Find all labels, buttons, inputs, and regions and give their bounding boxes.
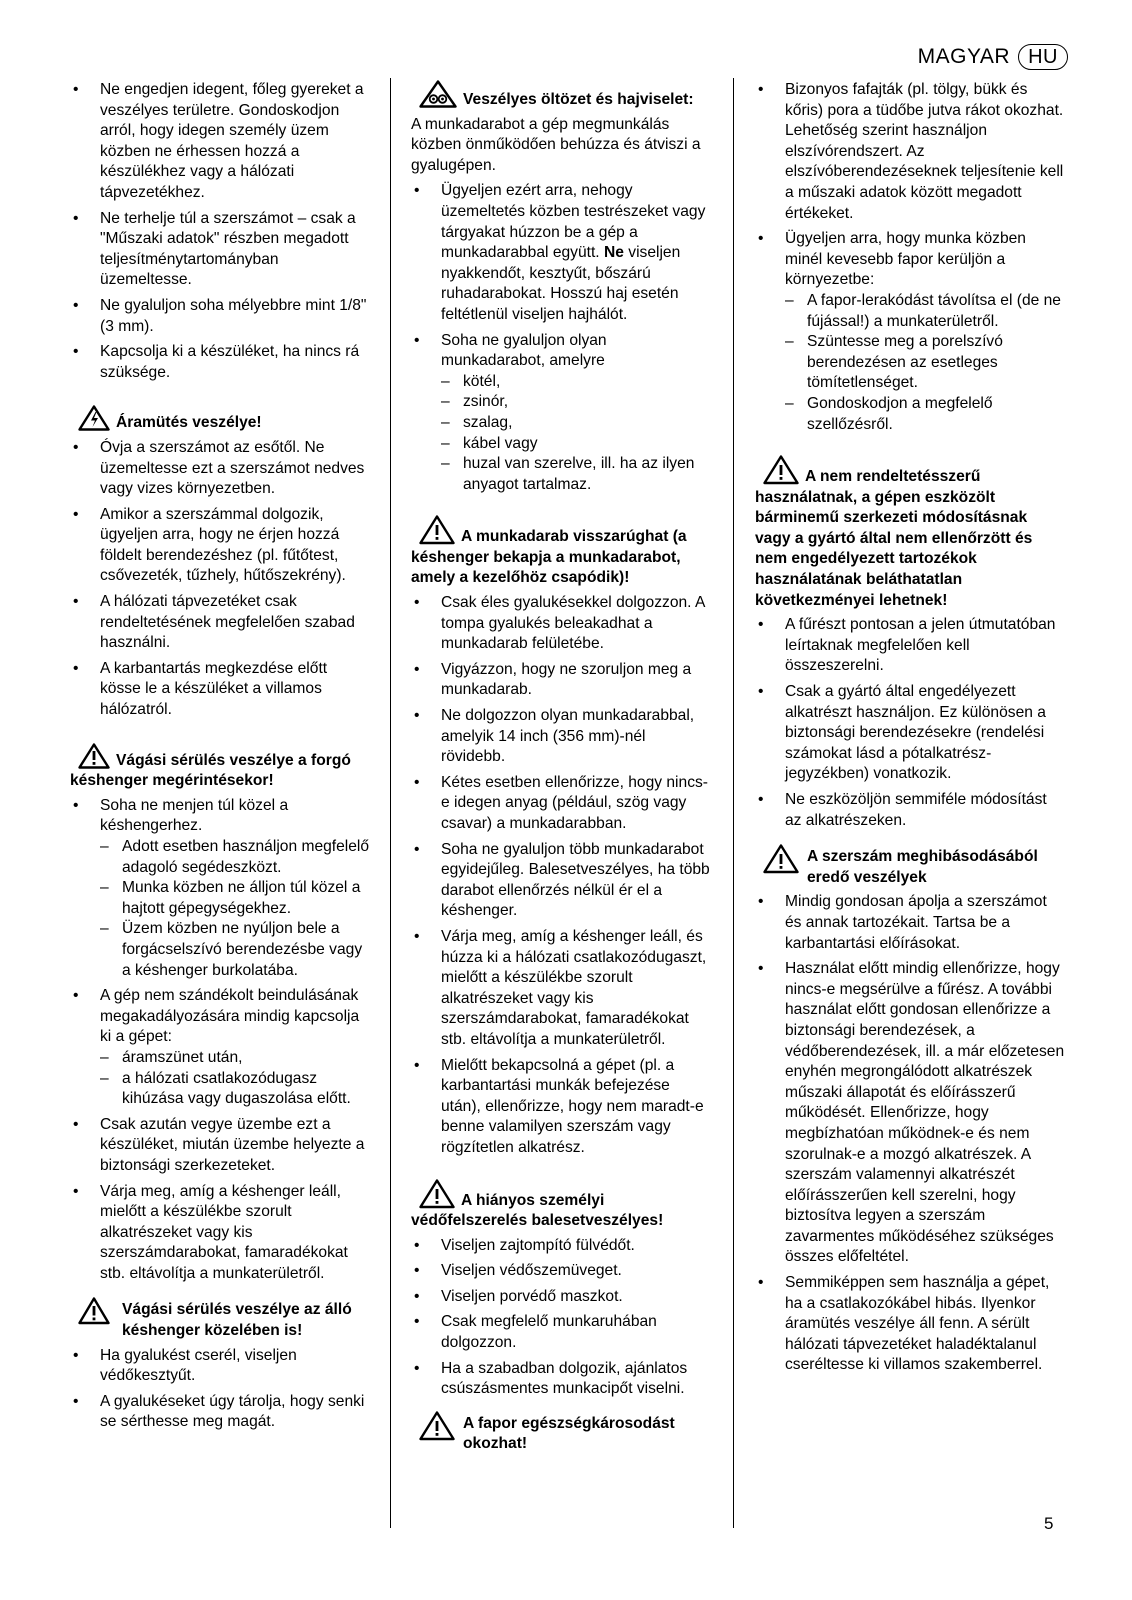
column-1 bbox=[70, 80, 370, 1438]
eye-warning-icon bbox=[419, 80, 457, 108]
warning-icon bbox=[763, 455, 799, 485]
list-item: • Viseljen védőszemüveget. bbox=[411, 1261, 711, 1282]
bullet-list bbox=[70, 1346, 370, 1433]
warning-icon bbox=[78, 1297, 110, 1325]
section-heading: A munkadarab visszarúghat (a késhenger bekapja a munkadarabot, amely a kezelőhöz csapódik)! bbox=[411, 515, 711, 589]
bullet-list bbox=[755, 615, 1065, 831]
sub-item: – huzal van szerelve, ill. ha az ilyen anyagot tartalmaz. bbox=[441, 454, 711, 495]
sub-item: – zsinór, bbox=[441, 392, 711, 413]
sub-item: – Szüntesse meg a porelszívó berendezésen az esetleges tömítetlenséget. bbox=[785, 332, 1065, 394]
section-heading: A fapor egészségkárosodást okozhat! bbox=[411, 1414, 711, 1455]
section-heading: A hiányos személyi védőfelszerelés balesetveszélyes! bbox=[411, 1179, 711, 1232]
bullet-list bbox=[411, 1236, 711, 1400]
list-item: • A hálózati tápvezetéket csak rendeltetésének megfelelően szabad használni. bbox=[70, 592, 370, 654]
list-item: • A gyalukéseket úgy tárolja, hogy senki se sérthesse meg magát. bbox=[70, 1392, 370, 1433]
bullet-list bbox=[411, 593, 711, 1158]
list-item: • Ne gyaluljon soha mélyebbre mint 1/8" (3 mm). bbox=[70, 296, 370, 337]
sub-item: – Munka közben ne álljon túl közel a hajtott gépegységekhez. bbox=[100, 878, 370, 919]
warning-icon bbox=[763, 844, 799, 874]
section-heading: Áramütés veszélye! bbox=[70, 405, 370, 434]
sub-item: – A fapor-lerakódást távolítsa el (de ne fújással!) a munkaterületről. bbox=[785, 291, 1065, 332]
list-item: • Soha ne gyaluljon több munkadarabot egyidejűleg. Balesetveszélyes, ha több darabot ellenőrzés nélkül ér el a késhenger. bbox=[411, 840, 711, 922]
section-heading: Veszélyes öltözet és hajviselet: bbox=[411, 80, 711, 111]
sub-item: – áramszünet után, bbox=[100, 1048, 370, 1069]
list-item: • Ne dolgozzon olyan munkadarabbal, amelyik 14 inch (356 mm)-nél rövidebb. bbox=[411, 706, 711, 768]
paragraph: A munkadarabot a gép megmunkálás közben önműködően behúzza és átviszi a gyalugépen. bbox=[411, 115, 701, 174]
list-item: • Viseljen zajtompító fülvédőt. bbox=[411, 1236, 711, 1257]
list-item: • Bizonyos fafajták (pl. tölgy, bükk és kőris) pora a tüdőbe jutva rákot okozhat. Lehetőség szerint használjon elszívórendszert. Az elszívóberendezéseknek teljesítenie kell a műszaki adatok között megadott értékeket. bbox=[755, 80, 1065, 224]
list-item: • Csak azután vegye üzembe ezt a készüléket, miután üzembe helyezte a biztonsági szerkezeteket. bbox=[70, 1115, 370, 1177]
list-item: • Ha gyalukést cserél, viseljen védőkesztyűt. bbox=[70, 1346, 370, 1387]
list-item: • A gép nem szándékolt beindulásának megakadályozására mindig kapcsolja ki a gépet: – áramszünet után, – a hálózati csatlakozódugasz kihúzása vagy dugaszolása előtt. bbox=[70, 986, 370, 1110]
list-item: • Várja meg, amíg a késhenger leáll, és húzza ki a hálózati csatlakozódugaszt, mielőtt a készülékbe szorult alkatrészeket vagy kis szerszámdarabokat, famaradékokat stb. eltávolítja a munkaterületről. bbox=[411, 927, 711, 1051]
list-item: • Ne terhelje túl a szerszámot – csak a "Műszaki adatok" részben megadott teljesítménytartományban üzemeltesse. bbox=[70, 209, 370, 291]
sub-item: – kötél, bbox=[441, 372, 711, 393]
list-item: • Ne engedjen idegent, főleg gyereket a veszélyes területre. Gondoskodjon arról, hogy idegen személy üzem közben ne érhessen hozzá a készülékhez vagy a hálózati tápvezetékhez. bbox=[70, 80, 370, 204]
bullet-list bbox=[70, 438, 370, 721]
list-item: • Csak a gyártó által engedélyezett alkatrészt használjon. Ez különösen a biztonsági berendezésekre (rendelési számokat lásd a pótalkatrész-jegyzékben) vonatkozik. bbox=[755, 682, 1065, 785]
sub-item: – a hálózati csatlakozódugasz kihúzása vagy dugaszolása előtt. bbox=[100, 1069, 370, 1110]
sub-item: – kábel vagy bbox=[441, 434, 711, 455]
list-item: • Soha ne menjen túl közel a késhengerhez. – Adott esetben használjon megfelelő adagoló segédeszközt. – Munka közben ne álljon túl közel a hajtott gépegységekhez. – Üzem közben ne nyúljon bele a forgácselszívó berendezésbe vagy a késhenger burkolatába. bbox=[70, 796, 370, 981]
dash-list bbox=[441, 372, 711, 496]
list-item: • Csak megfelelő munkaruhában dolgozzon. bbox=[411, 1312, 711, 1353]
bullet-list bbox=[411, 181, 711, 495]
list-item: • Csak éles gyalukésekkel dolgozzon. A tompa gyalukés beleakadhat a munkadarab felületébe. bbox=[411, 593, 711, 655]
bullet-list bbox=[755, 80, 1065, 435]
language-label: MAGYAR bbox=[917, 45, 1011, 68]
list-item: • Használat előtt mindig ellenőrizze, hogy nincs-e megsérülve a fűrész. A további használat előtt gondosan ellenőrizze a biztonsági berendezések, a védőberendezések, ill. a már előzetesen enyhén megrongálódott alkatrészek műszaki állapotát és előírásszerű működését. Ellenőrizze, hogy megbízhatóan működnek-e és nem szorulnak-e a mozgó alkatrészek. A szerszám valamennyi alkatrészét előírásszerűen kell szerelni, hogy biztosítva legyen a szerszám zavarmentes működéséhez szükséges összes előfeltétel. bbox=[755, 959, 1065, 1268]
language-indicator bbox=[918, 44, 1068, 70]
sub-item: – Gondoskodjon a megfelelő szellőzésről. bbox=[785, 394, 1065, 435]
warning-icon bbox=[419, 1179, 455, 1209]
page-number: 5 bbox=[1044, 1514, 1054, 1533]
column-divider bbox=[733, 78, 734, 1528]
list-item: • A karbantartás megkezdése előtt kösse le a készüléket a villamos hálózatról. bbox=[70, 659, 370, 721]
list-item: • Ne eszközöljön semmiféle módosítást az alkatrészeken. bbox=[755, 790, 1065, 831]
list-item: • Vigyázzon, hogy ne szoruljon meg a munkadarab. bbox=[411, 660, 711, 701]
bullet-list bbox=[755, 892, 1065, 1376]
list-item: • Mindig gondosan ápolja a szerszámot és annak tartozékait. Tartsa be a karbantartási előírásokat. bbox=[755, 892, 1065, 954]
list-item: • Várja meg, amíg a késhenger leáll, mielőtt a készülékbe szorult alkatrészeket vagy kis szerszámdarabokat, famaradékokat stb. eltávolítja a munkaterületről. bbox=[70, 1182, 370, 1285]
column-2 bbox=[411, 80, 711, 1459]
section-heading: Vágási sérülés veszélye a forgó késhenger megérintésekor! bbox=[70, 743, 370, 792]
column-divider bbox=[390, 78, 391, 1528]
list-item: • Ügyeljen arra, hogy munka közben minél kevesebb fapor kerüljön a környezetbe: – A fapor-lerakódást távolítsa el (de ne fújással!) a munkaterületről. – Szüntesse meg a porelszívó berendezésen az esetleges tömítetlenséget. – Gondoskodjon a megfelelő szellőzésről. bbox=[755, 229, 1065, 435]
section-heading: A szerszám meghibásodásából eredő veszélyek bbox=[755, 847, 1065, 888]
list-item: • A fűrészt pontosan a jelen útmutatóban leírtaknak megfelelően kell összeszerelni. bbox=[755, 615, 1065, 677]
sub-item: – Adott esetben használjon megfelelő adagoló segédeszközt. bbox=[100, 837, 370, 878]
dash-list bbox=[785, 291, 1065, 435]
dash-list bbox=[100, 1048, 370, 1110]
list-item: • Semmiképpen sem használja a gépet, ha a csatlakozókábel hibás. Ilyenkor áramütés veszélye áll fenn. A sérült hálózati tápvezetéket haladéktalanul cseréltesse ki villamos szakemberrel. bbox=[755, 1273, 1065, 1376]
list-item: • Mielőtt bekapcsolná a gépet (pl. a karbantartási munkák befejezése után), ellenőrizze, hogy nem maradt-e benne valamilyen szerszám vagy rögzítetlen alkatrész. bbox=[411, 1056, 711, 1159]
list-item: • Soha ne gyaluljon olyan munkadarabot, amelyre – kötél, – zsinór, – szalag, – kábel vagy – huzal van szerelve, ill. ha az ilyen anyagot tartalmaz. bbox=[411, 331, 711, 496]
list-item: • Kétes esetben ellenőrizze, hogy nincs-e idegen anyag (például, szög vagy csavar) a munkadarabban. bbox=[411, 773, 711, 835]
section-heading: A nem rendeltetésszerű használatnak, a gépen eszközölt bárminemű szerkezeti módosításnak vagy a gyártó által nem ellenőrzött és nem engedélyezett tartozékok használatának beláthatatlan következményei lehetnek! bbox=[755, 455, 1065, 611]
list-item: • Amikor a szerszámmal dolgozik, ügyeljen arra, hogy ne érjen hozzá földelt berendezéshez (pl. fűtőtest, csővezeték, tűzhely, hűtőszekrény). bbox=[70, 505, 370, 587]
language-code-badge: HU bbox=[1018, 44, 1068, 70]
sub-item: – szalag, bbox=[441, 413, 711, 434]
list-item: • Kapcsolja ki a készüléket, ha nincs rá szüksége. bbox=[70, 342, 370, 383]
list-item: • Óvja a szerszámot az esőtől. Ne üzemeltesse ezt a szerszámot nedves vagy vizes környezetben. bbox=[70, 438, 370, 500]
column-3 bbox=[755, 80, 1065, 1381]
warning-icon bbox=[78, 743, 110, 769]
section-heading: Vágási sérülés veszélye az álló késhenger közelében is! bbox=[70, 1300, 370, 1341]
bullet-list bbox=[70, 796, 370, 1285]
list-item: • Viseljen porvédő maszkot. bbox=[411, 1287, 711, 1308]
electric-shock-warning-icon bbox=[78, 405, 110, 431]
warning-icon bbox=[419, 1411, 455, 1441]
warning-icon bbox=[419, 515, 455, 545]
bullet-list bbox=[70, 80, 370, 383]
sub-item: – Üzem közben ne nyúljon bele a forgácselszívó berendezésbe vagy a késhenger burkolatába. bbox=[100, 919, 370, 981]
dash-list bbox=[100, 837, 370, 981]
list-item: • Ügyeljen ezért arra, nehogy üzemeltetés közben testrészeket vagy tárgyakat húzzon be a gép a munkadarabbal együtt. Ne viseljen nyakkendőt, kesztyűt, bőszárú ruhadarabokat. Hosszú haj esetén feltétlenül viseljen hajhálót. bbox=[411, 181, 711, 325]
list-item: • Ha a szabadban dolgozik, ajánlatos csúszásmentes munkacipőt viselni. bbox=[411, 1359, 711, 1400]
